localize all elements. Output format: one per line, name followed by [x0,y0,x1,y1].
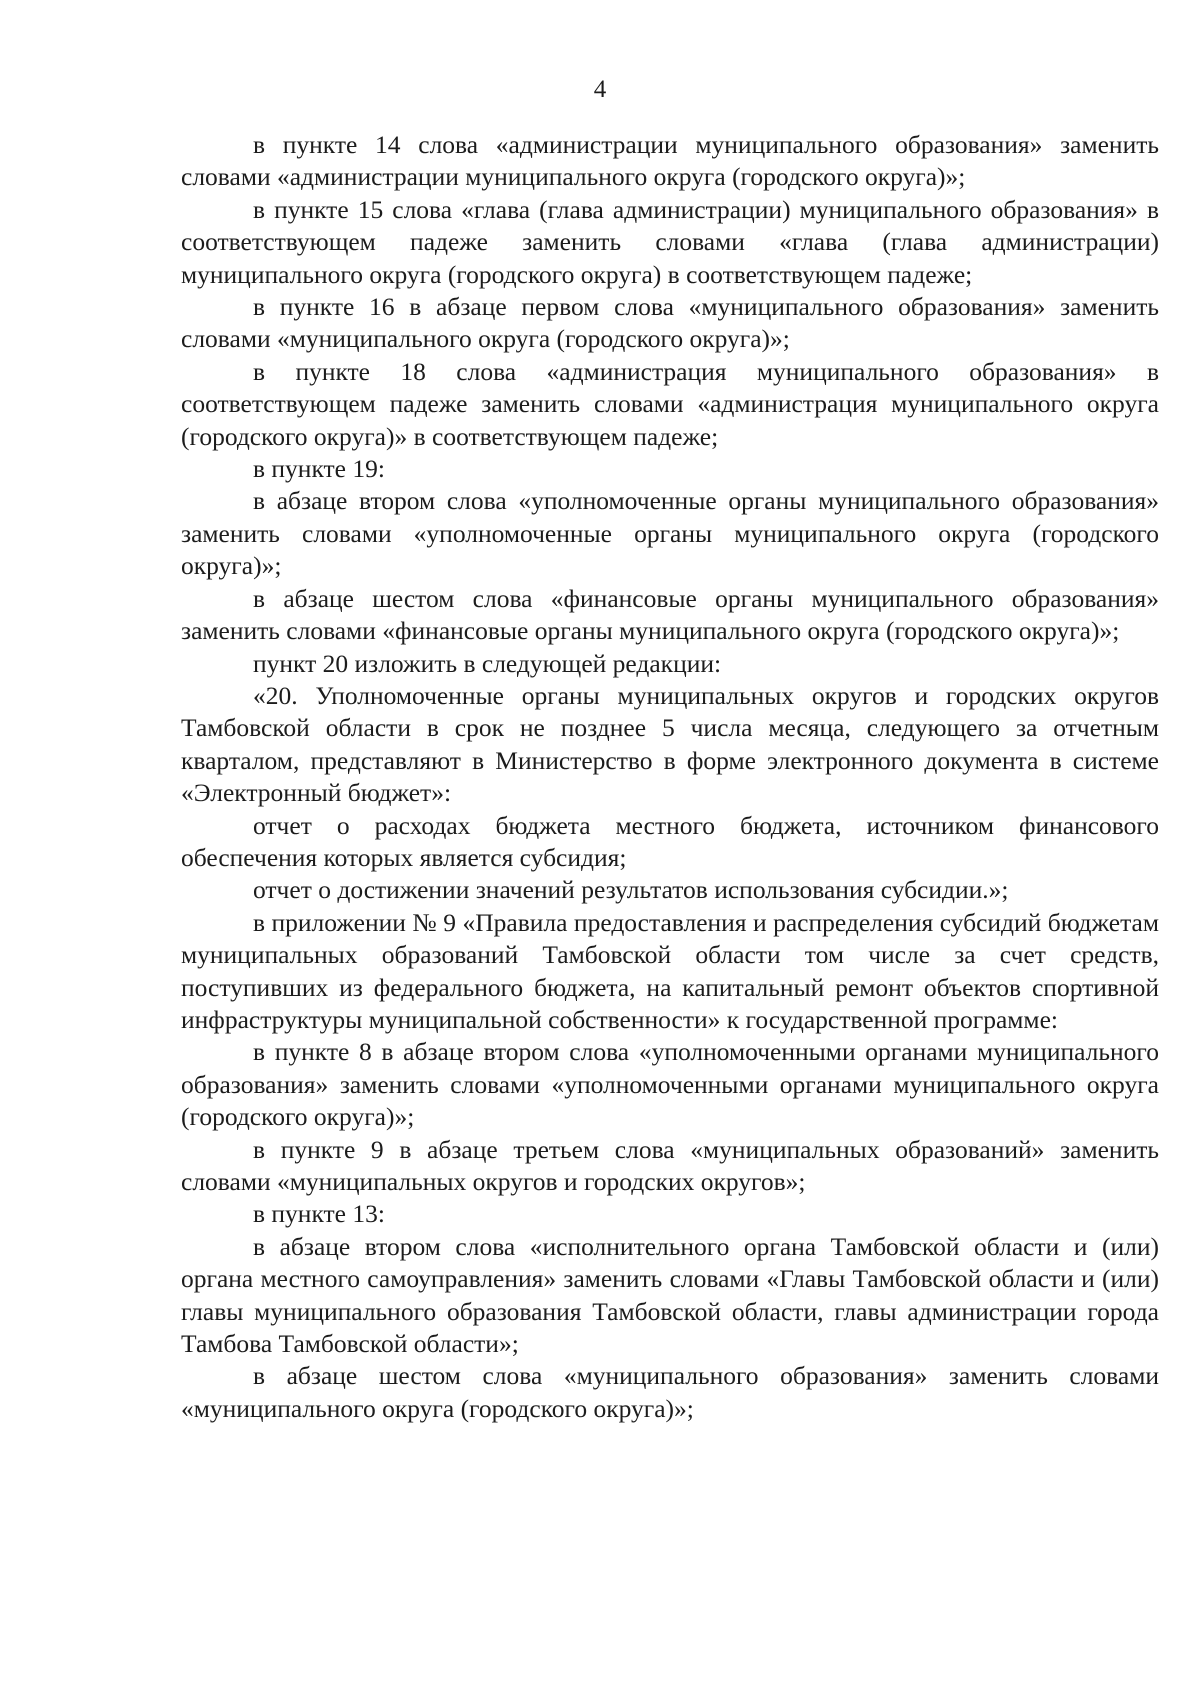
paragraph: в абзаце шестом слова «муниципального образования» заменить словами «муниципального округа (городского округа)»; [181,1361,1159,1423]
paragraph: в абзаце втором слова «исполнительного органа Тамбовской области и (или) органа местного самоуправления» заменить словами «Главы Тамбовской области и (или) главы муниципального образования Тамбовской области, главы администрации города Тамбова Тамбовской области»; [181,1231,1159,1359]
paragraph: в пункте 19: [253,454,385,484]
paragraph: в пункте 13: [253,1199,385,1229]
document-body [181,129,1159,1425]
paragraph: в пункте 15 слова «глава (глава администрации) муниципального образования» в соответствующем падеже заменить словами «глава (глава администрации) муниципального округа (городского округа) в соответствующем падеже; [181,194,1159,289]
paragraph: в пункте 16 в абзаце первом слова «муниципального образования» заменить словами «муниципального округа (городского округа)»; [181,292,1159,354]
paragraph: в пункте 9 в абзаце третьем слова «муниципальных образований» заменить словами «муниципальных округов и городских округов»; [181,1134,1159,1196]
paragraph: отчет о достижении значений результатов использования субсидии.»; [253,875,1009,905]
paragraph: «20. Уполномоченные органы муниципальных округов и городских округов Тамбовской области в срок не позднее 5 числа месяца, следующего за отчетным кварталом, представляют в Министерство в форме электронного документа в системе «Электронный бюджет»: [181,680,1159,808]
paragraph: пункт 20 изложить в следующей редакции: [253,648,722,678]
paragraph: в абзаце втором слова «уполномоченные органы муниципального образования» заменить словами «уполномоченные органы муниципального округа (городского округа)»; [181,486,1159,581]
paragraph: в пункте 14 слова «администрации муниципального образования» заменить словами «администрации муниципального округа (городского округа)»; [181,130,1159,192]
paragraph: в приложении № 9 «Правила предоставления и распределения субсидий бюджетам муниципальных образований Тамбовской области том числе за счет средств, поступивших из федерального бюджета, на капитальный ремонт объектов спортивной инфраструктуры муниципальной собственности» к государственной программе: [181,907,1159,1034]
paragraph: в пункте 8 в абзаце втором слова «уполномоченными органами муниципального образования» заменить словами «уполномоченными органами муниципального округа (городского округа)»; [181,1037,1159,1132]
page-number: 4 [593,76,607,103]
paragraph: в пункте 18 слова «администрация муниципального образования» в соответствующем падеже заменить словами «администрация муниципального округа (городского округа)» в соответствующем падеже; [181,356,1159,451]
paragraph: в абзаце шестом слова «финансовые органы муниципального образования» заменить словами «финансовые органы муниципального округа (городского округа)»; [181,583,1159,646]
paragraph: отчет о расходах бюджета местного бюджета, источником финансового обеспечения которых является субсидия; [181,810,1159,872]
